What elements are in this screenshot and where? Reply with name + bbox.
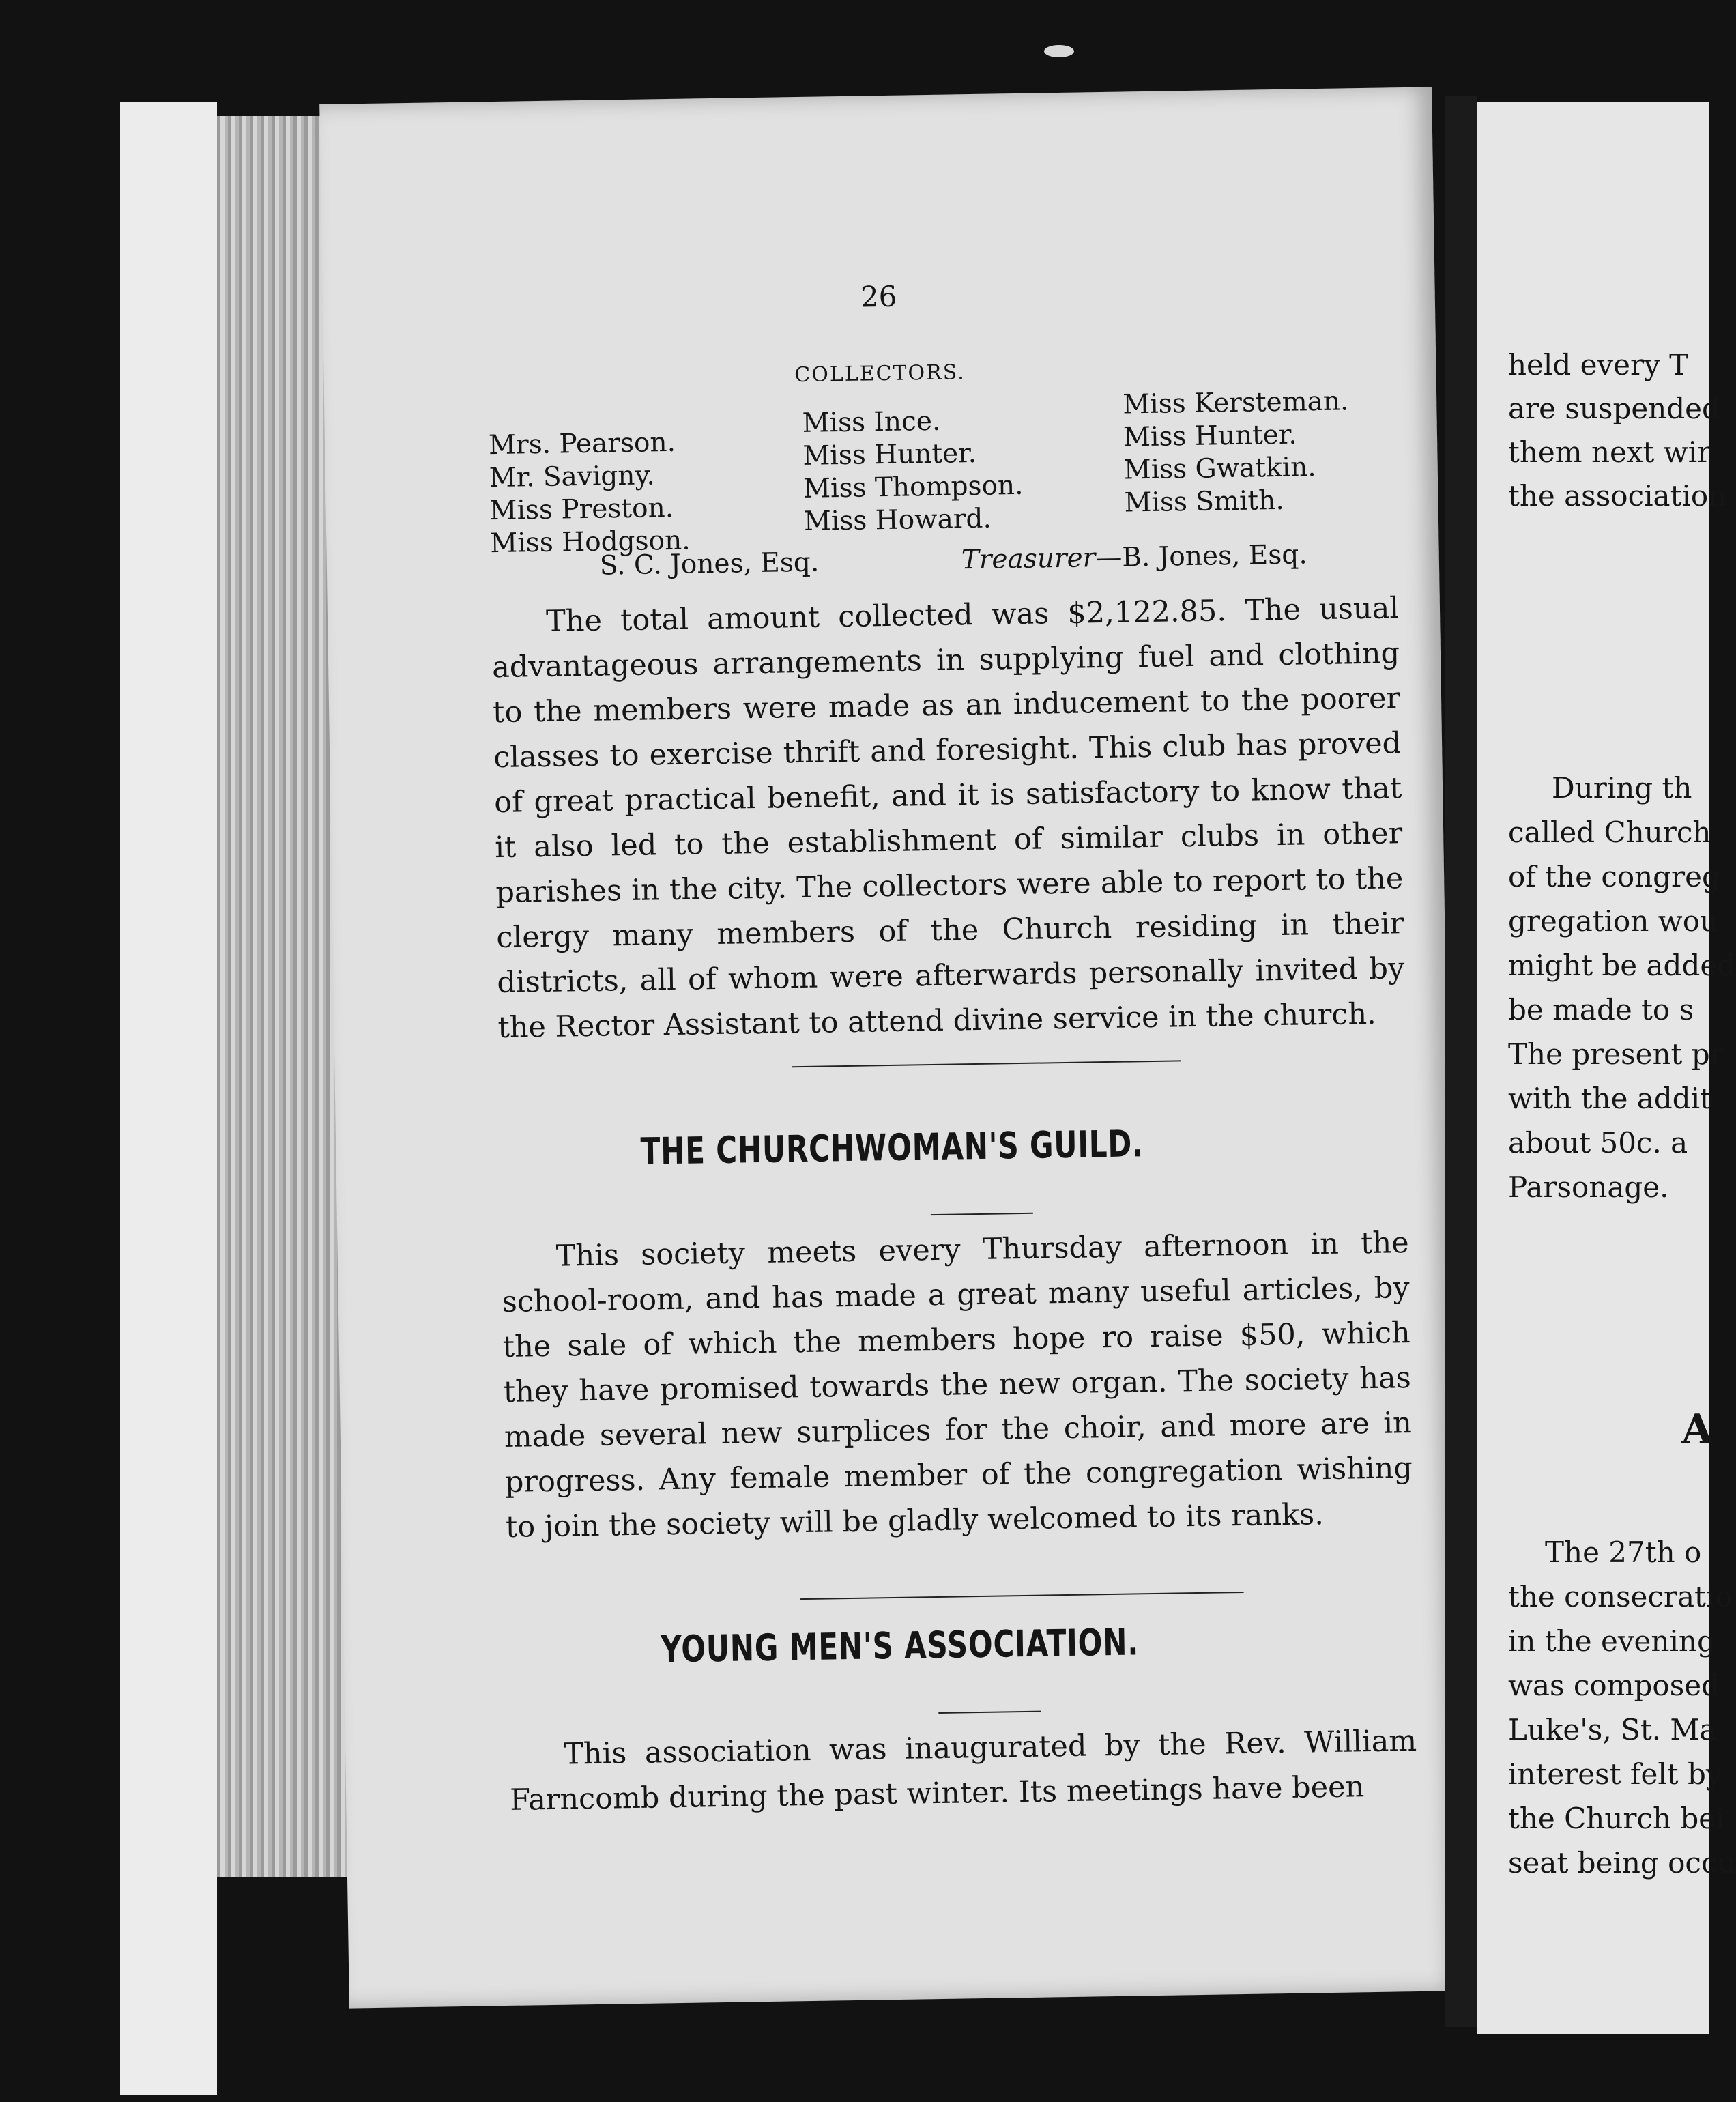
- collectors-column-2: [802, 404, 1024, 538]
- text-fragment: are suspended: [1508, 392, 1720, 425]
- text-fragment: be made to s: [1508, 993, 1694, 1026]
- text-fragment: them next wir: [1508, 435, 1711, 469]
- collectors-heading: COLLECTORS.: [794, 360, 966, 388]
- text-fragment: might be added: [1508, 949, 1736, 982]
- text-fragment: During th: [1552, 771, 1692, 805]
- collector-name: Miss Howard.: [803, 503, 992, 537]
- heading-underline: [931, 1213, 1033, 1215]
- scan-smudge: [1044, 45, 1074, 57]
- section-divider: [792, 1060, 1181, 1067]
- text-fragment: The 27th o: [1545, 1536, 1702, 1569]
- secretary-name: S. C. Jones, Esq.: [599, 547, 820, 581]
- collectors-column-3: [1123, 385, 1350, 519]
- section-divider: [800, 1592, 1244, 1600]
- text-fragment: Parsonage.: [1508, 1170, 1669, 1204]
- collector-name: Miss Gwatkin.: [1123, 452, 1316, 486]
- treasurer-label: Treasurer: [961, 543, 1096, 576]
- guild-paragraph: This society meets every Thursday afternoon in the school-room, and has made a great many useful articles, by the sale of which the members hope ro raise $50, which they have promised towards the new organ. The society has made several new surplices for the choir, and more are in progress. Any female member of the congregation wishing to join the society will be gladly welcomed to its ranks.: [502, 1226, 1413, 1544]
- text-fragment: of the congreg: [1508, 860, 1720, 893]
- text-fragment: called Church: [1508, 816, 1711, 849]
- text-fragment: was composed: [1508, 1669, 1720, 1702]
- collector-name: Miss Preston.: [489, 492, 674, 527]
- text-fragment: in the evening: [1508, 1624, 1716, 1658]
- collection-paragraph: The total amount collected was $2,122.85. The usual advantageous arrangements in supplying fuel and clothing to the members were made as an inducement to the poorer classes to exercise thrift and foresight. This club has proved of great practical benefit, and it is satisfactory to know that it also led to the establishment of similar clubs in other parishes in the city. The collectors were able to report to the clergy many members of the Church residing in their districts, all of whom were afterwards personally invited by the Rector Assistant to attend divine service in the church.: [491, 591, 1405, 1046]
- book-gutter: [1445, 96, 1477, 2027]
- heading-underline: [938, 1711, 1041, 1714]
- collector-name: Miss Smith.: [1124, 485, 1285, 519]
- collector-name: Miss Ince.: [802, 405, 941, 439]
- text-fragment: held every T: [1508, 348, 1689, 381]
- left-page: [319, 87, 1462, 2008]
- heading-fragment: A: [1681, 1406, 1713, 1454]
- collector-name: Mr. Savigny.: [489, 460, 656, 494]
- text-fragment: seat being occu: [1508, 1846, 1736, 1880]
- collector-name: Miss Hunter.: [1123, 419, 1297, 453]
- page-number: 26: [860, 279, 897, 314]
- treasurer-line: [961, 539, 1307, 575]
- association-paragraph: This association was inaugurated by the Rev. William Farncomb during the past winter. Its meetings have been: [509, 1724, 1417, 1817]
- text-fragment: the association: [1508, 479, 1727, 513]
- churchwomans-guild-heading: THE CHURCHWOMAN'S GUILD.: [640, 1122, 1144, 1173]
- collector-name: Miss Hunter.: [802, 437, 977, 472]
- right-page-fragment: [1477, 102, 1736, 2034]
- collector-name: Miss Kersteman.: [1122, 386, 1349, 420]
- text-fragment: Luke's, St. Ma: [1508, 1713, 1717, 1746]
- text-fragment: gregation wou: [1508, 904, 1719, 938]
- collector-name: Mrs. Pearson.: [488, 427, 676, 461]
- text-fragment: interest felt by: [1508, 1757, 1722, 1791]
- text-fragment: the Church bei: [1508, 1802, 1725, 1835]
- collectors-column-1: [489, 427, 691, 561]
- text-fragment: about 50c. a: [1508, 1126, 1688, 1160]
- text-fragment: the consecratio: [1508, 1580, 1733, 1613]
- treasurer-name: —B. Jones, Esq.: [1095, 539, 1308, 574]
- book-edge: [120, 102, 217, 2095]
- text-fragment: The present pr: [1508, 1037, 1724, 1071]
- collector-name: Miss Thompson.: [802, 470, 1024, 504]
- text-fragment: with the addit: [1508, 1082, 1711, 1115]
- collector-name: Miss Hodgson.: [489, 525, 691, 560]
- young-mens-association-heading: YOUNG MEN'S ASSOCIATION.: [661, 1620, 1140, 1671]
